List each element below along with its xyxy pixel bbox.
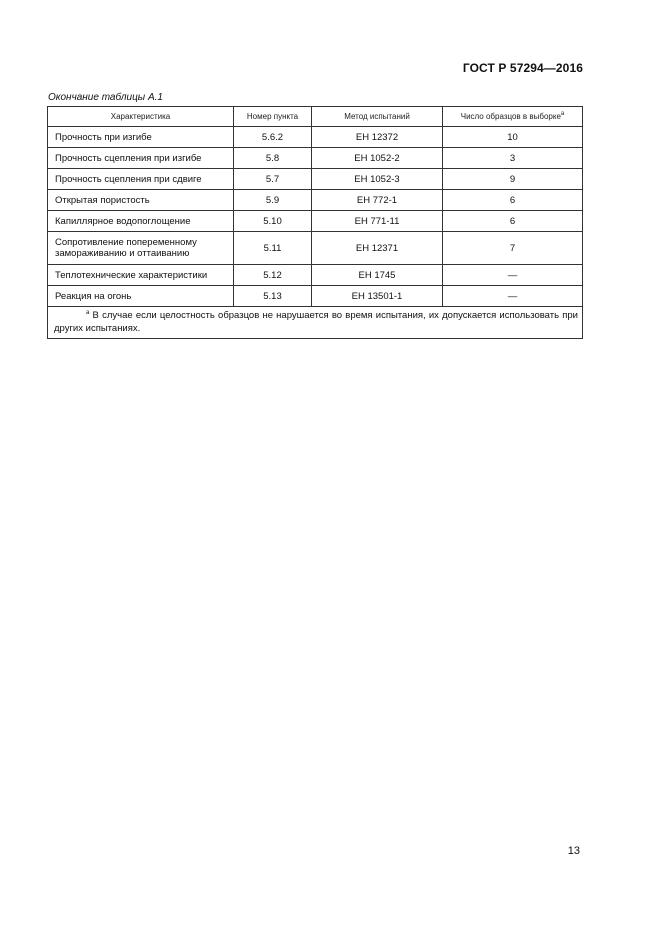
cell-characteristic: Реакция на огонь bbox=[48, 286, 234, 307]
cell-samples: 10 bbox=[443, 127, 583, 148]
cell-method: ЕН 1745 bbox=[312, 265, 443, 286]
column-header-method: Метод испытаний bbox=[312, 107, 443, 127]
cell-clause: 5.13 bbox=[234, 286, 312, 307]
table-footnote-row bbox=[48, 307, 583, 339]
table-row bbox=[48, 286, 583, 307]
cell-method: ЕН 1052-2 bbox=[312, 148, 443, 169]
cell-characteristic: Теплотехнические характеристики bbox=[48, 265, 234, 286]
cell-clause: 5.9 bbox=[234, 190, 312, 211]
column-header-clause: Номер пункта bbox=[234, 107, 312, 127]
cell-samples: 9 bbox=[443, 169, 583, 190]
table-caption: Окончание таблицы А.1 bbox=[48, 92, 163, 103]
cell-clause: 5.11 bbox=[234, 232, 312, 265]
table-row bbox=[48, 148, 583, 169]
cell-samples: 7 bbox=[443, 232, 583, 265]
footnote-marker: a bbox=[86, 310, 90, 316]
cell-method: ЕН 13501-1 bbox=[312, 286, 443, 307]
cell-method: ЕН 772-1 bbox=[312, 190, 443, 211]
cell-clause: 5.10 bbox=[234, 211, 312, 232]
cell-samples: — bbox=[443, 286, 583, 307]
footnote-text: В случае если целостность образцов не нарушается во время испытания, их допускается использовать при других испытаниях. bbox=[54, 310, 578, 334]
cell-characteristic: Капиллярное водопоглощение bbox=[48, 211, 234, 232]
document-standard-number: ГОСТ Р 57294—2016 bbox=[462, 61, 583, 75]
cell-samples: 6 bbox=[443, 190, 583, 211]
cell-method: ЕН 1052-3 bbox=[312, 169, 443, 190]
cell-characteristic: Прочность сцепления при сдвиге bbox=[48, 169, 234, 190]
table-row bbox=[48, 190, 583, 211]
cell-samples: — bbox=[443, 265, 583, 286]
cell-characteristic: Прочность сцепления при изгибе bbox=[48, 148, 234, 169]
cell-characteristic: Прочность при изгибе bbox=[48, 127, 234, 148]
table-footnote bbox=[48, 307, 583, 339]
cell-method: ЕН 12372 bbox=[312, 127, 443, 148]
column-header-samples: Число образцов в выборке$^a$ bbox=[443, 107, 583, 127]
cell-samples: 6 bbox=[443, 211, 583, 232]
page-number: 13 bbox=[567, 845, 580, 857]
table-row bbox=[48, 127, 583, 148]
column-header-characteristic: Характеристика bbox=[48, 107, 234, 127]
table-row bbox=[48, 265, 583, 286]
table-header-row bbox=[48, 107, 583, 127]
cell-clause: 5.12 bbox=[234, 265, 312, 286]
cell-clause: 5.7 bbox=[234, 169, 312, 190]
table-row bbox=[48, 211, 583, 232]
characteristics-table bbox=[47, 106, 583, 339]
cell-characteristic: Открытая пористость bbox=[48, 190, 234, 211]
table-row bbox=[48, 232, 583, 265]
cell-characteristic: Сопротивление попеременному замораживанию и оттаиванию bbox=[48, 232, 234, 265]
table-row bbox=[48, 169, 583, 190]
cell-method: ЕН 771-11 bbox=[312, 211, 443, 232]
cell-clause: 5.8 bbox=[234, 148, 312, 169]
cell-method: ЕН 12371 bbox=[312, 232, 443, 265]
cell-samples: 3 bbox=[443, 148, 583, 169]
cell-clause: 5.6.2 bbox=[234, 127, 312, 148]
footnote-reference: a bbox=[560, 111, 565, 117]
